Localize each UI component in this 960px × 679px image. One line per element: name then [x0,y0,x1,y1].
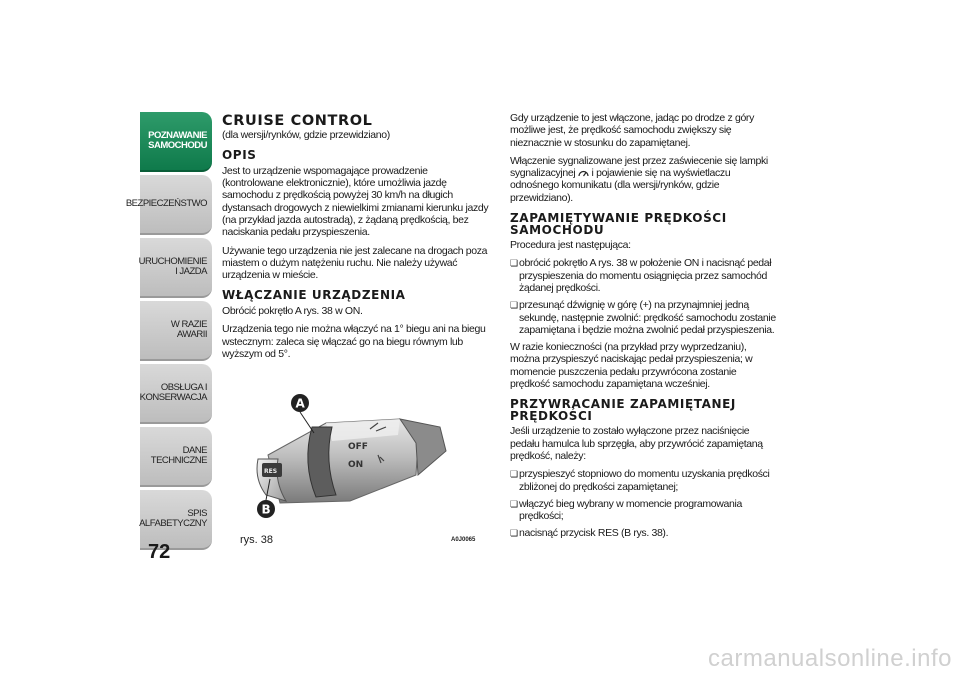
figure-caption: rys. 38 [240,534,274,546]
tab-label: SPIS ALFABETYCZNY [139,508,208,529]
tab-uruchomienie-i-jazda[interactable] [140,238,212,298]
heading-przywracanie: PRZYWRACANIE ZAPAMIĘTANEJ PRĘDKOŚCI [510,397,736,423]
list-item: ❏ przyspieszyć stopniowo do momentu uzyskania prędkości zbliżonej do prędkości zapamiętanej; [510,468,778,493]
cruise-control-lever-illustration [240,383,476,548]
tab-w-razie-awarii[interactable] [140,301,212,361]
knob-on-label: ON [348,460,364,470]
paragraph: Procedura jest następująca: [510,239,631,252]
chapter-sidebar [125,112,212,553]
section-title: CRUISE CONTROL [222,113,373,129]
heading-opis: OPIS [222,148,257,163]
paragraph-warning-light [510,155,778,204]
list-item: ❏ przesunąć dźwignię w górę (+) na przynajmniej jedną sekundę, następnie zwolnić: prędkość samochodu zostanie zapamiętana i będzie można zwolnić pedał przyspieszenia. [510,299,778,336]
watermark: carmanualsonline.info [708,645,952,672]
paragraph: Gdy urządzenie to jest włączone, jadąc po drodze z góry możliwe jest, że prędkość samochodu zwiększy się nieznacznie w stosunku do zapamiętanej. [510,112,754,149]
heading-wlaczanie: WŁĄCZANIE URZĄDZENIA [222,288,406,303]
paragraph: Jeśli urządzenie to zostało wyłączone przez naciśnięcie pedału hamulca lub sprzęgła, aby przywrócić zapamiętaną prędkość, należy: [510,425,763,462]
list-item: ❏ nacisnąć przycisk RES (B rys. 38). [510,527,778,539]
procedure-list [510,257,778,336]
list-item: ❏ obrócić pokrętło A rys. 38 w położenie ON i nacisnąć pedał przyspieszenia do momentu osiągnięcia przez samochód żądanej prędkości. [510,257,778,294]
knob-off-label: OFF [348,442,368,452]
tab-poznawanie-samochodu[interactable] [140,112,212,172]
paragraph-part: i pojawienie się na wyświetlaczu odnośnego komunikatu (dla wersji/rynków, gdzie przewidziano). [510,167,731,204]
section-subtitle: (dla wersji/rynków, gdzie przewidziano) [222,129,390,141]
tab-label: W RAZIE AWARII [170,319,207,340]
paragraph-part: Włączenie sygnalizowane jest przez zaświecenie się lampki sygnalizacyjnej [510,154,768,180]
tab-label: BEZPIECZEŃSTWO [125,198,207,209]
callout-b-label: B [261,502,271,517]
paragraph: Urządzenia tego nie można włączyć na 1° biegu ani na biegu wstecznym: zaleca się włączać go na biegu równym lub wyższym od 5°. [222,323,486,360]
callout-a-label: A [295,396,305,411]
tab-dane-techniczne[interactable] [140,427,212,487]
paragraph: Jest to urządzenie wspomagające prowadzenie (kontrolowane elektronicznie), które umożliwia jazdę samochodu z prędkością powyżej 30 km/h na długich dystansach drogowych z niewielkimi zmianami kierunku jazdy (na przykład jazda autostradą), z żądaną prędkością, bez naciskania pedału przyspieszenia. [222,164,489,239]
tab-label: OBSŁUGA I KONSERWACJA [139,382,208,403]
page-number: 72 [148,541,171,563]
res-button-label: RES [264,468,278,475]
tab-label: DANE TECHNICZNE [150,445,207,466]
paragraph: Używanie tego urządzenia nie jest zalecane na drogach poza miastem o dużym natężeniu ruchu. Nie należy używać urządzenia w mieście. [222,244,488,282]
list-item: ❏ włączyć bieg wybrany w momencie programowania prędkości; [510,498,778,523]
tab-obsluga-i-konserwacja[interactable] [140,364,212,424]
right-column [510,112,778,545]
left-column [222,112,490,366]
tab-bezpieczenstwo[interactable] [125,175,212,235]
paragraph: W razie konieczności (na przykład przy wyprzedzaniu), można przyspieszyć naciskając pedał przyspieszenia; w momencie puszczenia pedału przywrócona zostanie prędkość samochodu zapamiętana wcześniej. [510,341,753,391]
restore-list [510,468,778,539]
figure-code: A0J0065 [451,537,476,543]
paragraph: Obrócić pokrętło A rys. 38 w ON. [222,304,363,317]
cruise-control-indicator-icon [578,169,589,177]
tab-label: POZNAWANIE SAMOCHODU [148,130,207,151]
tab-label: URUCHOMIENIE I JAZDA [138,256,207,277]
heading-zapamietywanie: ZAPAMIĘTYWANIE PRĘDKOŚCI SAMOCHODU [510,211,727,237]
